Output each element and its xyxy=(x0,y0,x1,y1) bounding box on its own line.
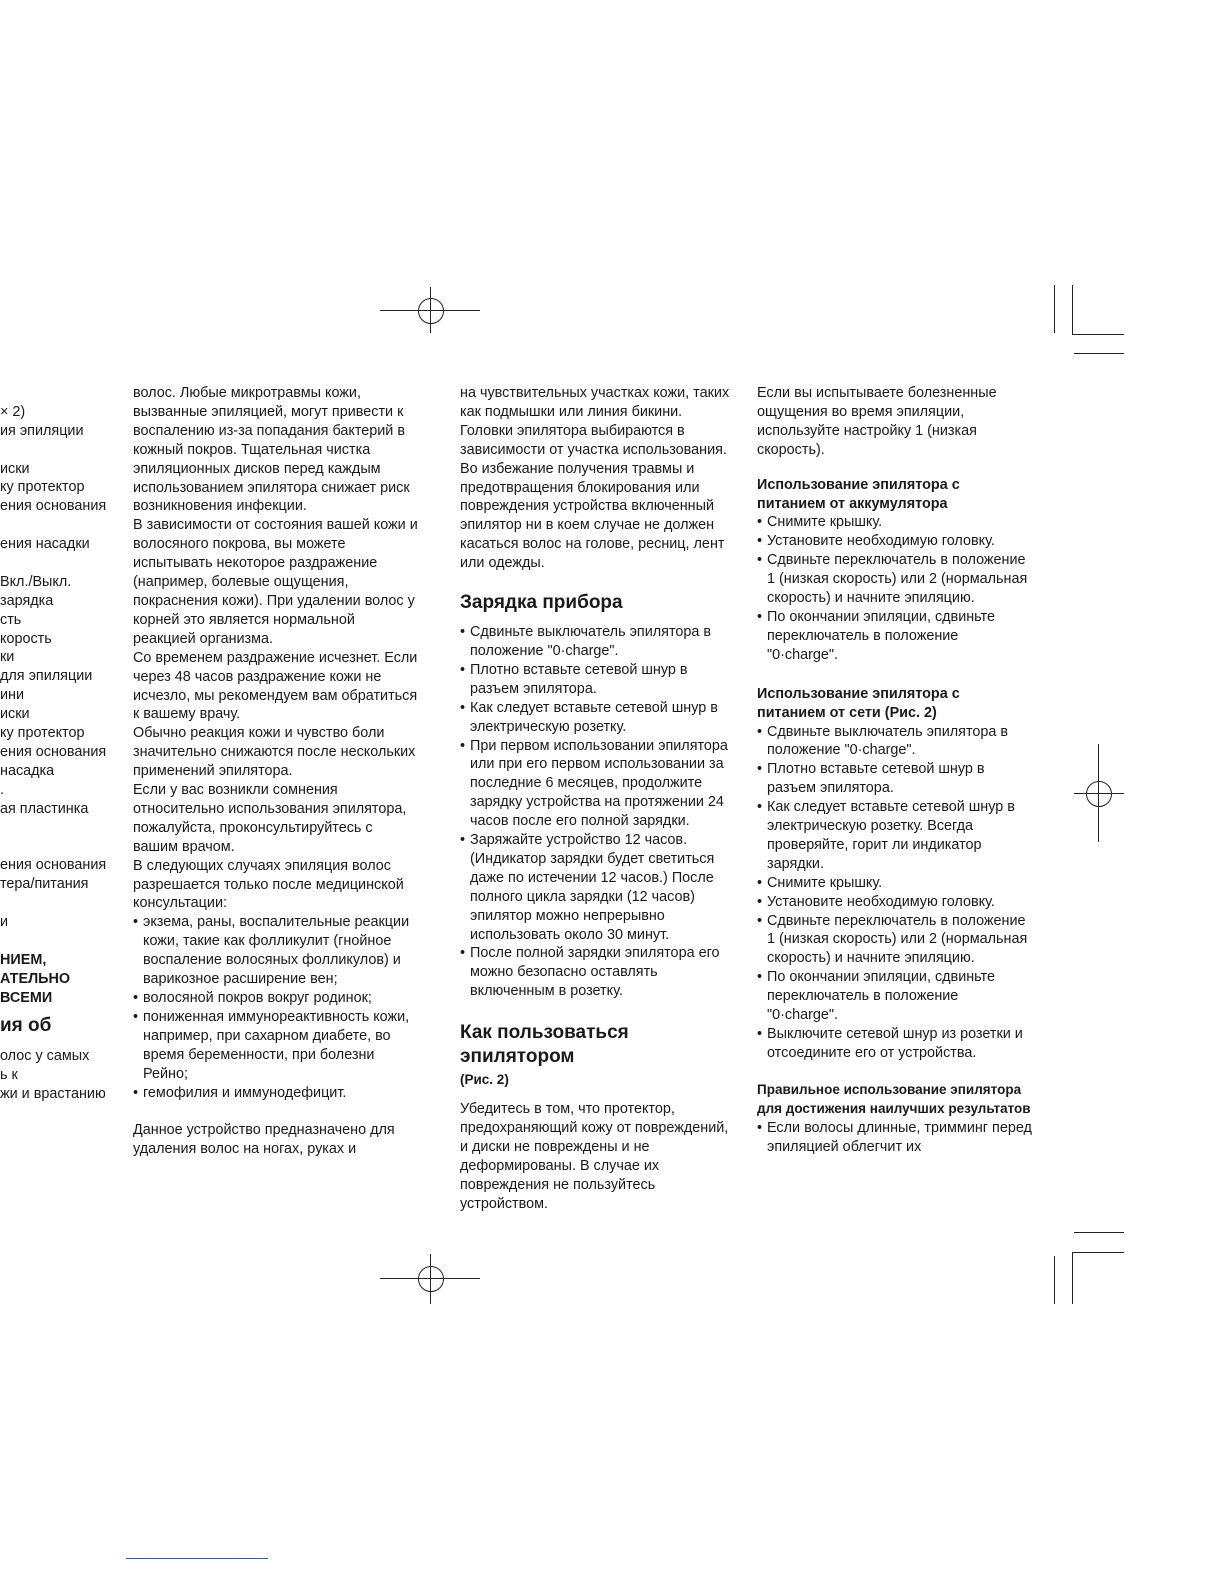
edge-fragment xyxy=(0,818,120,837)
crop-mark-bottom-2 xyxy=(1072,1252,1124,1253)
column-2 xyxy=(460,384,735,1214)
edge-fragment: тера/питания xyxy=(0,876,89,893)
list-item: • Установите необходимую головку. xyxy=(757,532,1032,551)
registration-mark-bottom-circle xyxy=(418,1266,444,1292)
edge-fragment: × 2) xyxy=(0,403,26,420)
edge-fragment xyxy=(0,837,120,856)
list-item: • Если волосы длинные, тримминг перед эпиляцией облегчит их xyxy=(757,1119,1032,1157)
paragraph: Если вы испытываете болезненные ощущения во время эпиляции, используйте настройку 1 (низкая скорость). xyxy=(757,385,997,458)
edge-fragment: ения основания xyxy=(0,857,107,874)
edge-fragment xyxy=(0,441,120,460)
crop-mark-bottom-4 xyxy=(1072,1252,1073,1304)
edge-fragment: иски xyxy=(0,460,30,477)
section-subtitle-usage: (Рис. 2) xyxy=(460,1072,509,1088)
edge-fragment: ь к xyxy=(0,1067,18,1084)
edge-fragment xyxy=(0,384,120,403)
edge-fragment: для эпиляции xyxy=(0,668,93,685)
edge-fragment: олос у самых xyxy=(0,1048,90,1065)
section-title-battery: Использование эпилятора с питанием от аккумулятора xyxy=(757,476,960,512)
list-item: • Сдвиньте выключатель эпилятора в положение "0·charge". xyxy=(460,623,735,661)
edge-fragment: ку протектор xyxy=(0,725,85,742)
paragraph: В зависимости от состояния вашей кожи и волосяного покрова, вы можете испытывать некоторое раздражение (например, болевые ощущения, покраснения кожи). При удалении волос у корней это является нормальной реакцией организма. xyxy=(133,517,418,647)
edge-fragment: . xyxy=(0,781,4,798)
edge-fragment: зарядка xyxy=(0,592,54,609)
list-item: • Заряжайте устройство 12 часов. (Индикатор зарядки будет светиться даже по истечении 12 часов.) После полного цикла зарядки (12 часов) эпилятор можно непрерывно использовать около 30 минут. xyxy=(460,831,735,944)
mains-list xyxy=(757,723,1032,1063)
crop-mark-top-1 xyxy=(1054,285,1055,333)
list-item: • Плотно вставьте сетевой шнур в разъем эпилятора. xyxy=(460,661,735,699)
edge-fragment: жи и врастанию xyxy=(0,1086,106,1103)
crop-mark-top-3 xyxy=(1072,334,1124,335)
list-item: • экзема, раны, воспалительные реакции кожи, такие как фолликулит (гнойное воспаление волосяных фолликулов) и варикозное расширение вен; xyxy=(133,913,418,989)
list-item: • Снимите крышку. xyxy=(757,513,1032,532)
list-item: • пониженная иммунореактивность кожи, например, при сахарном диабете, во время беременности, при болезни Рейно; xyxy=(133,1008,418,1084)
list-item: • По окончании эпиляции, сдвиньте переключатель в положение "0·charge". xyxy=(757,968,1032,1025)
crop-mark-top-4 xyxy=(1074,353,1124,354)
left-edge-column xyxy=(0,384,120,1104)
list-item: • Сдвиньте выключатель эпилятора в положение "0·charge". xyxy=(757,723,1032,761)
edge-fragment xyxy=(0,554,120,573)
edge-fragment: Вкл./Выкл. xyxy=(0,573,72,590)
crop-mark-bottom-3 xyxy=(1054,1256,1055,1304)
tips-list xyxy=(757,1119,1032,1157)
section-title-usage: Как пользоваться эпилятором xyxy=(460,1022,629,1068)
edge-fragment: ения насадки xyxy=(0,536,90,553)
registration-mark-right-circle xyxy=(1086,781,1112,807)
list-item: • Сдвиньте переключатель в положение 1 (низкая скорость) или 2 (нормальная скорость) и начните эпиляцию. xyxy=(757,912,1032,969)
edge-fragment: ая пластинка xyxy=(0,800,89,817)
list-item: • Сдвиньте переключатель в положение 1 (низкая скорость) или 2 (нормальная скорость) и начните эпиляцию. xyxy=(757,551,1032,608)
paragraph: Если у вас возникли сомнения относительно использования эпилятора, пожалуйста, проконсультируйтесь с вашим врачом. xyxy=(133,782,407,855)
list-item: • Как следует вставьте сетевой шнур в электрическую розетку. xyxy=(460,699,735,737)
registration-mark-top-circle xyxy=(418,298,444,324)
list-item: • Установите необходимую головку. xyxy=(757,893,1032,912)
contraindications-list xyxy=(133,913,418,1102)
edge-fragment: ку протектор xyxy=(0,479,85,496)
paragraph: Данное устройство предназначено для удаления волос на ногах, руках и xyxy=(133,1122,395,1158)
edge-fragment: НИЕМ, xyxy=(0,951,47,968)
edge-fragment xyxy=(0,516,120,535)
paragraph: Убедитесь в том, что протектор, предохраняющий кожу от повреждений, и диски не повреждены и не деформированы. В случае их повреждения не пользуйтесь устройством. xyxy=(460,1101,729,1212)
paragraph: волос. Любые микротравмы кожи, вызванные эпиляцией, могут привести к воспалению из-за попадания бактерий в кожный покров. Тщательная чистка эпиляционных дисков перед каждым использованием эпилятора снижает риск возникновения инфекции. xyxy=(133,385,410,515)
column-3 xyxy=(757,384,1032,1156)
edge-fragment: ини xyxy=(0,687,25,704)
charging-list xyxy=(460,623,735,1001)
edge-fragment xyxy=(0,932,120,951)
edge-fragment: ВСЕМИ xyxy=(0,989,53,1006)
section-title-charging: Зарядка прибора xyxy=(460,592,623,614)
paragraph: на чувствительных участках кожи, таких как подмышки или линия бикини. Головки эпилятора выбираются в зависимости от участка использования. Во избежание получения травмы и предотвращения блокирования или повреждения устройства включенный эпилятор ни в коем случае не должен касаться волос на голове, ресниц, лент или одежды. xyxy=(460,385,730,572)
list-item: • После полной зарядки эпилятора его можно безопасно оставлять включенным в розетку. xyxy=(460,944,735,1001)
section-title-tips: Правильное использование эпилятора для достижения наилучших результатов xyxy=(757,1081,1031,1116)
edge-fragment: АТЕЛЬНО xyxy=(0,970,71,987)
paragraph: Со временем раздражение исчезнет. Если через 48 часов раздражение кожи не исчезло, мы рекомендуем вам обратиться к вашему врачу. xyxy=(133,649,418,723)
edge-fragment: и xyxy=(0,913,9,930)
edge-fragment: ки xyxy=(0,649,15,666)
edge-fragment: ения основания xyxy=(0,498,107,515)
footer-link-underline xyxy=(126,1558,268,1559)
crop-mark-top-2 xyxy=(1072,285,1073,335)
edge-fragment: корость xyxy=(0,630,52,647)
edge-fragment: насадка xyxy=(0,762,55,779)
edge-fragment: ия об xyxy=(0,1015,52,1037)
list-item: • Как следует вставьте сетевой шнур в электрическую розетку. Всегда проверяйте, горит ли индикатор зарядки. xyxy=(757,798,1032,874)
list-item: • Плотно вставьте сетевой шнур в разъем эпилятора. xyxy=(757,760,1032,798)
list-item: • Снимите крышку. xyxy=(757,874,1032,893)
list-item: • При первом использовании эпилятора или при его первом использовании за последние 6 месяцев, продолжите зарядку устройства на протяжении 24 часов после его полной зарядки. xyxy=(460,737,735,832)
paragraph: В следующих случаях эпиляция волос разрешается только после медицинской консультации: xyxy=(133,857,404,912)
list-item: • По окончании эпиляции, сдвиньте переключатель в положение "0·charge". xyxy=(757,608,1032,665)
edge-fragment xyxy=(0,894,120,913)
list-item: • Выключите сетевой шнур из розетки и отсоедините его от устройства. xyxy=(757,1025,1032,1063)
crop-mark-bottom-1 xyxy=(1074,1232,1124,1233)
edge-fragment: сть xyxy=(0,611,22,628)
paragraph: Обычно реакция кожи и чувство боли значительно снижаются после нескольких применений эпилятора. xyxy=(133,725,416,780)
battery-list xyxy=(757,513,1032,664)
section-title-mains: Использование эпилятора с питанием от сети (Рис. 2) xyxy=(757,685,960,721)
column-1 xyxy=(133,384,418,1159)
edge-fragment: ия эпиляции xyxy=(0,422,84,439)
list-item: • волосяной покров вокруг родинок; xyxy=(133,989,418,1008)
list-item: • гемофилия и иммунодефицит. xyxy=(133,1084,418,1103)
edge-fragment: иски xyxy=(0,706,30,723)
edge-fragment: ения основания xyxy=(0,743,107,760)
